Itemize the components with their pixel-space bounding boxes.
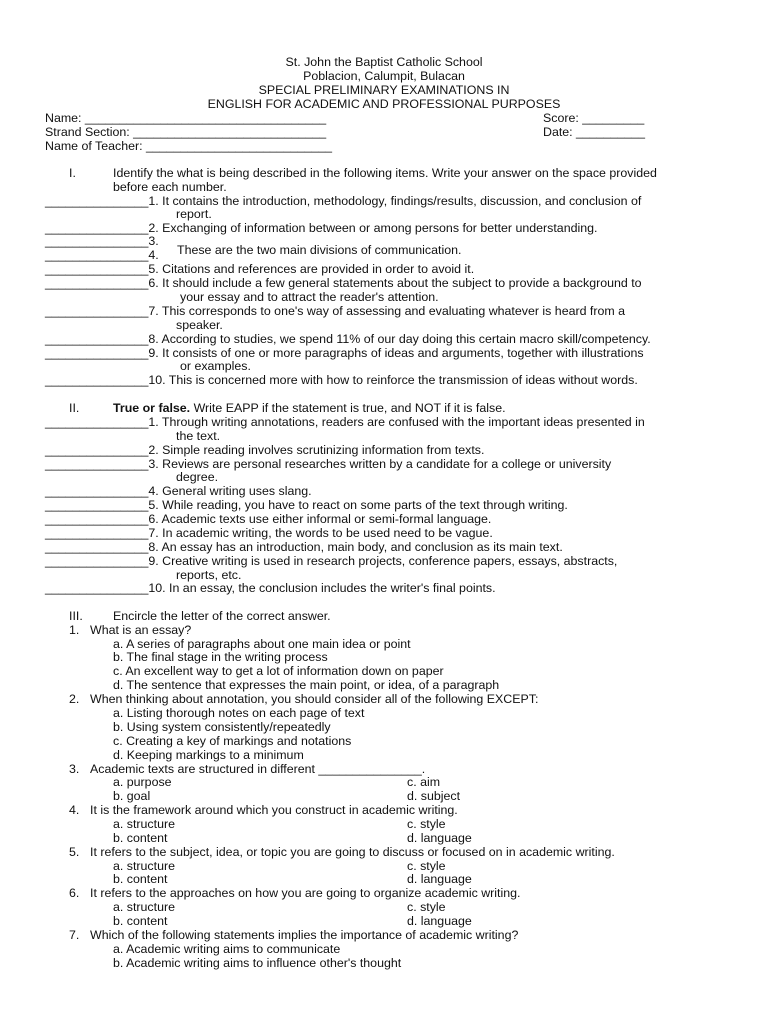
question-text: Which of the following statements implies the importance of academic writing? xyxy=(90,928,519,942)
list-item: _______________3. Reviews are personal researches written by a candidate for a college or university xyxy=(45,457,612,471)
answer-option-a: a. structure xyxy=(113,859,175,873)
school-address: Poblacion, Calumpit, Bulacan xyxy=(303,69,465,83)
answer-option: b. Using system consistently/repeatedly xyxy=(113,720,331,734)
question-number: 7. xyxy=(69,928,80,942)
list-item: _______________5. While reading, you have to react on some parts of the text through writing. xyxy=(45,498,568,512)
subject-title: ENGLISH FOR ACADEMIC AND PROFESSIONAL PURPOSES xyxy=(207,97,561,111)
score-field: Score: _________ xyxy=(543,111,645,125)
list-item-cont: reports, etc. xyxy=(176,568,242,582)
answer-option-c: c. aim xyxy=(407,775,441,789)
teacher-field: Name of Teacher: ___________________________ xyxy=(45,139,333,153)
list-item: _______________7. This corresponds to one's way of assessing and evaluating whatever is heard from a xyxy=(45,304,626,318)
name-field: Name: ___________________________________ xyxy=(45,111,327,125)
question-text: What is an essay? xyxy=(90,623,192,637)
list-item: _______________10. In an essay, the conclusion includes the writer's final points. xyxy=(45,581,496,595)
part3-instruction: Encircle the letter of the correct answer. xyxy=(113,609,331,623)
answer-option-a: a. structure xyxy=(113,817,175,831)
date-field: Date: __________ xyxy=(543,125,645,139)
exam-title: SPECIAL PRELIMINARY EXAMINATIONS IN xyxy=(258,83,510,97)
question-number: 3. xyxy=(69,762,80,776)
list-item-cont: or examples. xyxy=(180,359,251,373)
list-item: _______________9. Creative writing is used in research projects, conference papers, essays, abstracts, xyxy=(45,554,618,568)
answer-option-b: b. content xyxy=(113,872,168,886)
list-item: _______________9. It consists of one or more paragraphs of ideas and arguments, together with illustrations xyxy=(45,346,644,360)
list-item: _______________2. Exchanging of information between or among persons for better understanding. xyxy=(45,221,598,235)
question-number: 5. xyxy=(69,845,80,859)
question-text: Academic texts are structured in different _______________. xyxy=(90,762,426,776)
answer-option: a. Academic writing aims to communicate xyxy=(113,942,341,956)
list-item-cont: speaker. xyxy=(176,318,223,332)
question-number: 2. xyxy=(69,692,80,706)
answer-option: c. Creating a key of markings and notations xyxy=(113,734,352,748)
part3-numeral: III. xyxy=(69,609,83,623)
list-item: _______________4. General writing uses slang. xyxy=(45,484,312,498)
answer-option: a. Listing thorough notes on each page of text xyxy=(113,706,365,720)
list-item-cont: your essay and to attract the reader's attention. xyxy=(180,290,439,304)
list-item: _______________3. xyxy=(45,234,159,248)
list-item-cont: report. xyxy=(176,207,212,221)
answer-option-b: b. content xyxy=(113,831,168,845)
strand-field: Strand Section: ____________________________ xyxy=(45,125,327,139)
answer-option: d. Keeping markings to a minimum xyxy=(113,748,304,762)
list-item-text: These are the two main divisions of communication. xyxy=(177,243,462,257)
list-item: _______________8. According to studies, we spend 11% of our day doing this certain macro skill/competency. xyxy=(45,332,651,346)
part2-instruction xyxy=(113,401,506,415)
answer-option-b: b. goal xyxy=(113,789,151,803)
question-text: It refers to the approaches on how you are going to organize academic writing. xyxy=(90,886,521,900)
list-item: _______________10. This is concerned more with how to reinforce the transmission of ideas without words. xyxy=(45,373,638,387)
list-item: _______________2. Simple reading involves scrutinizing information from texts. xyxy=(45,443,485,457)
list-item-cont: the text. xyxy=(176,429,221,443)
part1-numeral: I. xyxy=(69,166,76,180)
list-item: _______________7. In academic writing, the words to be used need to be vague. xyxy=(45,526,493,540)
answer-option-d: d. language xyxy=(407,872,472,886)
part2-instruction-text: Write EAPP if the statement is true, and NOT if it is false. xyxy=(190,401,506,415)
part1-instruction: Identify the what is being described in the following items. Write your answer on the space provided xyxy=(113,166,657,180)
answer-option-c: c. style xyxy=(407,817,446,831)
list-item: _______________5. Citations and references are provided in order to avoid it. xyxy=(45,262,475,276)
part1-instruction-cont: before each number. xyxy=(113,180,227,194)
question-number: 1. xyxy=(69,623,80,637)
answer-option-d: d. language xyxy=(407,831,472,845)
list-item: _______________6. Academic texts use either informal or semi-formal language. xyxy=(45,512,492,526)
part2-numeral: II. xyxy=(69,401,80,415)
school-name: St. John the Baptist Catholic School xyxy=(285,55,483,69)
answer-option: b. The final stage in the writing process xyxy=(113,650,328,664)
part2-bold-label: True or false. xyxy=(113,401,191,415)
list-item: _______________4. xyxy=(45,248,159,262)
list-item-cont: degree. xyxy=(176,470,219,484)
answer-option: b. Academic writing aims to influence other's thought xyxy=(113,956,402,970)
question-number: 4. xyxy=(69,803,80,817)
answer-option: c. An excellent way to get a lot of information down on paper xyxy=(113,664,444,678)
answer-option: a. A series of paragraphs about one main idea or point xyxy=(113,637,411,651)
question-text: When thinking about annotation, you should consider all of the following EXCEPT: xyxy=(90,692,539,706)
answer-option-c: c. style xyxy=(407,859,446,873)
list-item: _______________1. Through writing annotations, readers are confused with the important ideas presented in xyxy=(45,415,645,429)
list-item: _______________6. It should include a few general statements about the subject to provide a background to xyxy=(45,276,642,290)
answer-option-d: d. language xyxy=(407,914,472,928)
list-item: _______________8. An essay has an introduction, main body, and conclusion as its main text. xyxy=(45,540,563,554)
answer-option-c: c. style xyxy=(407,900,446,914)
answer-option: d. The sentence that expresses the main point, or idea, of a paragraph xyxy=(113,678,500,692)
question-number: 6. xyxy=(69,886,80,900)
answer-option-a: a. purpose xyxy=(113,775,172,789)
question-text: It is the framework around which you construct in academic writing. xyxy=(90,803,458,817)
question-text: It refers to the subject, idea, or topic you are going to discuss or focused on in academic writing. xyxy=(90,845,615,859)
list-item: _______________1. It contains the introduction, methodology, findings/results, discussion, and conclusion of xyxy=(45,194,642,208)
answer-option-b: b. content xyxy=(113,914,168,928)
answer-option-d: d. subject xyxy=(407,789,461,803)
answer-option-a: a. structure xyxy=(113,900,175,914)
